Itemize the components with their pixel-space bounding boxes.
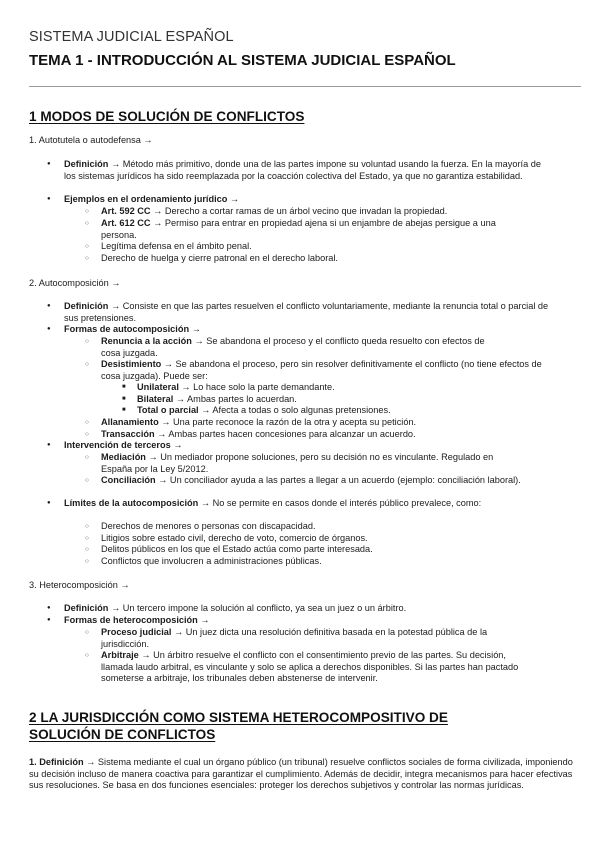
- list-item-ejemplos: [64, 194, 549, 206]
- text-allanamiento: Una parte reconoce la razón de la otra y acepta su petición.: [170, 417, 417, 427]
- label-art-592: Art. 592 CC →: [101, 206, 163, 216]
- text-definicion: Sistema mediante el cual un órgano público (un tribunal) resuelve conflictos sociales de forma civilizada, imponiendo su decisión incluso de manera coactiva para garantizar el cumplimiento. Además de decidir, integra mecanismos para hacer efectivas sus resoluciones. Se basa en dos funciones esenciales: proteger los derechos subjetivos y controlar las normas jurídicas.: [29, 757, 573, 790]
- text-art-612: Permiso para entrar en propiedad ajena si un enjambre de abejas persigue a una persona.: [101, 218, 496, 240]
- subheading-heterocomposicion: 3. Heterocomposición →: [29, 580, 130, 590]
- list-item-formas-autocomposicion: [64, 324, 549, 336]
- subheading-autotutela: 1. Autotutela o autodefensa →: [29, 135, 153, 145]
- label-bilateral: Bilateral →: [137, 394, 185, 404]
- list-item-autocomposicion-definicion: [64, 301, 549, 324]
- text-bilateral: Ambas partes lo acuerdan.: [185, 394, 297, 404]
- list-item-transaccion: [101, 429, 551, 441]
- list-item-renuncia: [101, 336, 501, 359]
- text-limites: No se permite en casos donde el interés público prevalece, como:: [210, 498, 482, 508]
- text-arbitraje: Un árbitro resuelve el conflicto con el consentimiento previo de las partes. Su decisión, llamada laudo arbitral, es vinculante y solo se aplica a derechos disponibles. Si las partes han pactado someterse a arbitraje, los tribunales deben abstenerse de intervenir.: [101, 650, 519, 683]
- list-item-art-592: [101, 206, 551, 218]
- text-proceso-judicial: Un juez dicta una resolución definitiva basada en la potestad pública de la jurisdicción.: [101, 627, 488, 649]
- list-item-arbitraje: [101, 650, 521, 685]
- section-heading-modos: 1 MODOS DE SOLUCIÓN DE CONFLICTOS: [29, 109, 305, 124]
- list-item-total-parcial: [137, 405, 537, 417]
- subheading-autocomposicion: 2. Autocomposición →: [29, 278, 121, 288]
- list-item-proceso-judicial: [101, 627, 501, 650]
- label-renuncia: Renuncia a la acción →: [101, 336, 204, 346]
- label-mediacion: Mediación →: [101, 452, 158, 462]
- list-item-bilateral: [137, 394, 537, 406]
- list-item-limite-estado-civil: ○ Litigios sobre estado civil, derecho de voto, comercio de órganos.: [101, 533, 551, 545]
- label-definicion: Definición →: [64, 301, 121, 311]
- list-item-limites: [64, 498, 554, 510]
- label-terceros: Intervención de terceros →: [64, 440, 183, 450]
- label-formas: Formas de autocomposición →: [64, 324, 201, 334]
- list-item-unilateral: [137, 382, 537, 394]
- label-desistimiento: Desistimiento →: [101, 359, 173, 369]
- list-item-mediacion: [101, 452, 506, 475]
- list-item-desistimiento: [101, 359, 556, 382]
- text-definicion: Método más primitivo, donde una de las partes impone su voluntad usando la fuerza. En la mayoría de los sistemas jurídicos ha sido reemplazada por la coacción colectiva del Estado, ya que no garantiza estabilidad.: [64, 159, 541, 181]
- paragraph-jurisdiccion-definicion: [29, 757, 574, 792]
- section-heading-jurisdiccion: [29, 709, 448, 743]
- list-item-allanamiento: [101, 417, 551, 429]
- text-mediacion: Un mediador propone soluciones, pero su decisión no es vinculante. Regulado en España por la Ley 5/2012.: [101, 452, 494, 474]
- section-heading-line-2: SOLUCIÓN DE CONFLICTOS: [29, 727, 216, 742]
- list-item-art-612: [101, 218, 501, 241]
- label-definicion: Definición →: [64, 159, 121, 169]
- text-art-592: Derecho a cortar ramas de un árbol vecino que invadan la propiedad.: [162, 206, 448, 216]
- label-definicion: 1. Definición →: [29, 757, 96, 767]
- section-heading-line-1: 2 LA JURISDICCIÓN COMO SISTEMA HETEROCOMPOSITIVO DE: [29, 710, 448, 725]
- label-unilateral: Unilateral →: [137, 382, 191, 392]
- label-ejemplos: Ejemplos en el ordenamiento jurídico →: [64, 194, 240, 204]
- label-total-parcial: Total o parcial →: [137, 405, 211, 415]
- label-definicion: Definición →: [64, 603, 121, 613]
- label-transaccion: Transacción →: [101, 429, 167, 439]
- label-formas: Formas de heterocomposición →: [64, 615, 210, 625]
- text-definicion: Consiste en que las partes resuelven el conflicto voluntariamente, mediante la renuncia total o parcial de sus pretensiones.: [64, 301, 549, 323]
- label-limites: Límites de la autocomposición →: [64, 498, 211, 508]
- list-item-heterocomposicion-definicion: [64, 603, 554, 615]
- list-item-huelga: ○ Derecho de huelga y cierre patronal en el derecho laboral.: [101, 253, 551, 265]
- list-item-legitima-defensa: ○ Legítima defensa en el ámbito penal.: [101, 241, 551, 253]
- text-renuncia: Se abandona el proceso y el conflicto queda resuelto con efectos de cosa juzgada.: [101, 336, 485, 358]
- list-item-limite-administraciones: ○ Conflictos que involucren a administraciones públicas.: [101, 556, 551, 568]
- text-transaccion: Ambas partes hacen concesiones para alcanzar un acuerdo.: [166, 429, 416, 439]
- label-conciliacion: Conciliación →: [101, 475, 168, 485]
- list-item-limite-menores: ○ Derechos de menores o personas con discapacidad.: [101, 521, 551, 533]
- list-item-conciliacion: [101, 475, 526, 487]
- list-item-limite-delitos: ○ Delitos públicos en los que el Estado actúa como parte interesada.: [101, 544, 551, 556]
- list-item-autotutela-definicion: [64, 159, 549, 182]
- text-conciliacion: Un conciliador ayuda a las partes a llegar a un acuerdo (ejemplo: conciliación laboral).: [167, 475, 521, 485]
- label-art-612: Art. 612 CC →: [101, 218, 163, 228]
- document-title: TEMA 1 - INTRODUCCIÓN AL SISTEMA JUDICIAL ESPAÑOL: [29, 52, 456, 69]
- label-arbitraje: Arbitraje →: [101, 650, 151, 660]
- label-proceso-judicial: Proceso judicial →: [101, 627, 184, 637]
- text-desistimiento: Se abandona el proceso, pero sin resolver definitivamente el conflicto (no tiene efectos de cosa juzgada). Puede ser:: [101, 359, 542, 381]
- text-definicion: Un tercero impone la solución al conflicto, ya sea un juez o un árbitro.: [120, 603, 407, 613]
- document-subject: SISTEMA JUDICIAL ESPAÑOL: [29, 29, 234, 45]
- text-unilateral: Lo hace solo la parte demandante.: [190, 382, 335, 392]
- text-total-parcial: Afecta a todas o solo algunas pretensiones.: [210, 405, 391, 415]
- label-allanamiento: Allanamiento →: [101, 417, 171, 427]
- list-item-intervencion-terceros: [64, 440, 549, 452]
- title-divider: [29, 86, 581, 87]
- list-item-formas-heterocomposicion: [64, 615, 549, 627]
